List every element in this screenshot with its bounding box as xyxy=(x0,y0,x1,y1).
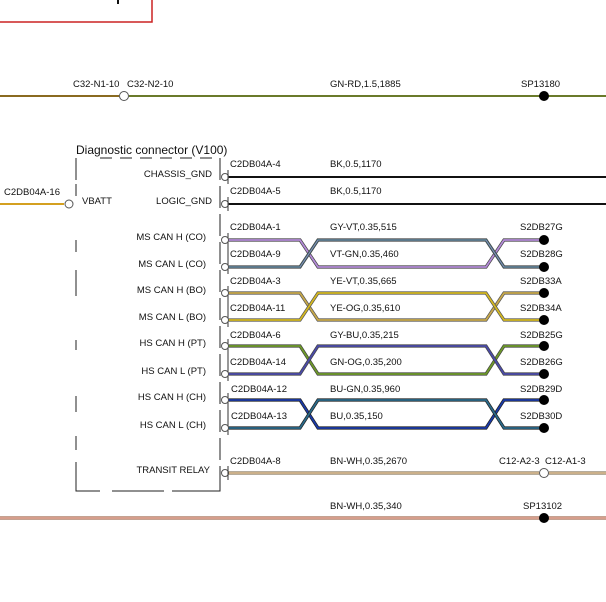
splice-dot-icon xyxy=(539,423,549,433)
top-wire[interactable] xyxy=(0,79,606,101)
wire-spec: VT-GN,0.35,460 xyxy=(330,249,399,260)
splice-dot-icon xyxy=(539,395,549,405)
twisted-pair-hs-can-ch[interactable] xyxy=(222,384,563,435)
vbatt-wire-code: C2DB04A-16 xyxy=(4,187,60,198)
wire-end: S2DB29D xyxy=(520,384,563,395)
wire-spec: GY-VT,0.35,515 xyxy=(330,222,397,233)
wire-id: C2DB04A-9 xyxy=(230,249,281,260)
pin-label: HS CAN H (PT) xyxy=(139,338,206,349)
wire-id: C2DB04A-8 xyxy=(230,456,281,467)
pin-icon xyxy=(222,371,229,378)
pin-label: MS CAN H (CO) xyxy=(136,232,206,243)
pin-icon xyxy=(222,425,229,432)
splice-dot-icon xyxy=(539,341,549,351)
wire-id: C2DB04A-5 xyxy=(230,186,281,197)
wire-end-connector-left: C12-A2-3 xyxy=(499,456,540,467)
wire-spec: BU-GN,0.35,960 xyxy=(330,384,401,395)
vbatt-wire[interactable] xyxy=(0,187,112,208)
pin-icon xyxy=(222,317,229,324)
wire-end: S2DB33A xyxy=(520,276,562,287)
red-callout-box xyxy=(0,0,152,22)
splice-dot-icon xyxy=(539,91,549,101)
pin-label: CHASSIS_GND xyxy=(143,169,212,180)
wire-id: C2DB04A-3 xyxy=(230,276,281,287)
inline-connector-icon xyxy=(540,469,549,478)
wire-end: S2DB25G xyxy=(520,330,563,341)
wire-end: S2DB30D xyxy=(520,411,563,422)
wire-spec: BU,0.35,150 xyxy=(330,411,383,422)
wire-spec: BN-WH,0.35,2670 xyxy=(330,456,408,467)
top-wire-spec: GN-RD,1.5,1885 xyxy=(330,79,401,90)
wire-id: C2DB04A-6 xyxy=(230,330,281,341)
splice-dot-icon xyxy=(539,235,549,245)
wire-spec: GY-BU,0.35,215 xyxy=(330,330,399,341)
twisted-pair-ms-can-co[interactable] xyxy=(222,222,563,274)
splice-dot-icon xyxy=(539,315,549,325)
inline-connector-icon xyxy=(120,92,129,101)
splice-dot-icon xyxy=(539,513,549,523)
pin-icon xyxy=(222,201,229,208)
pin-label: LOGIC_GND xyxy=(156,196,212,207)
vbatt-pin-label: VBATT xyxy=(82,196,112,207)
pin-icon xyxy=(222,397,229,404)
bottom-wire-splice: SP13102 xyxy=(523,501,563,512)
wire-id: C2DB04A-11 xyxy=(230,303,286,314)
wire-id: C2DB04A-1 xyxy=(230,222,281,233)
wire-spec: YE-VT,0.35,665 xyxy=(330,276,397,287)
pin-label: MS CAN L (CO) xyxy=(138,259,206,270)
top-wire-connector-left: C32-N1-10 xyxy=(73,79,120,90)
wire-spec: GN-OG,0.35,200 xyxy=(330,357,402,368)
connector-outline xyxy=(76,158,220,491)
wire-end: S2DB34A xyxy=(520,303,562,314)
wire-chassis-gnd[interactable] xyxy=(222,159,606,184)
splice-dot-icon xyxy=(539,262,549,272)
wire-id: C2DB04A-12 xyxy=(231,384,287,395)
twisted-pair-ms-can-bo[interactable] xyxy=(222,276,563,327)
splice-dot-icon xyxy=(539,369,549,379)
pin-icon xyxy=(222,264,229,271)
top-wire-connector-right: C32-N2-10 xyxy=(127,79,174,90)
wire-spec: BK,0.5,1170 xyxy=(330,159,382,170)
wire-spec: YE-OG,0.35,610 xyxy=(330,303,401,314)
wire-end: S2DB28G xyxy=(520,249,563,260)
wire-logic-gnd[interactable] xyxy=(222,186,606,211)
pin-label: MS CAN H (BO) xyxy=(136,285,206,296)
wire-end: S2DB27G xyxy=(520,222,563,233)
twisted-pair-hs-can-pt[interactable] xyxy=(222,330,563,381)
top-wire-splice: SP13180 xyxy=(521,79,561,90)
bottom-wire-spec: BN-WH,0.35,340 xyxy=(330,501,402,512)
pin-label: TRANSIT RELAY xyxy=(136,465,210,476)
vbatt-pin-icon xyxy=(65,200,73,208)
wire-spec: BK,0.5,1170 xyxy=(330,186,382,197)
wire-id: C2DB04A-13 xyxy=(231,411,287,422)
pin-icon xyxy=(222,237,229,244)
pin-icon xyxy=(222,470,229,477)
wire-end-connector-right: C12-A1-3 xyxy=(545,456,586,467)
wire-id: C2DB04A-4 xyxy=(230,159,281,170)
wire-end: S2DB26G xyxy=(520,357,563,368)
pin-icon xyxy=(222,290,229,297)
wire-id: C2DB04A-14 xyxy=(230,357,286,368)
pin-label: HS CAN L (PT) xyxy=(141,366,206,377)
pin-label: MS CAN L (BO) xyxy=(138,312,206,323)
connector-outline-top xyxy=(100,158,220,168)
pin-icon xyxy=(222,174,229,181)
pin-icon xyxy=(222,343,229,350)
bottom-wire[interactable] xyxy=(0,501,606,523)
connector-title: Diagnostic connector (V100) xyxy=(76,143,228,157)
pin-label: HS CAN L (CH) xyxy=(139,420,206,431)
pin-label: HS CAN H (CH) xyxy=(137,392,206,403)
wire-transit-relay[interactable] xyxy=(222,456,606,480)
splice-dot-icon xyxy=(539,288,549,298)
